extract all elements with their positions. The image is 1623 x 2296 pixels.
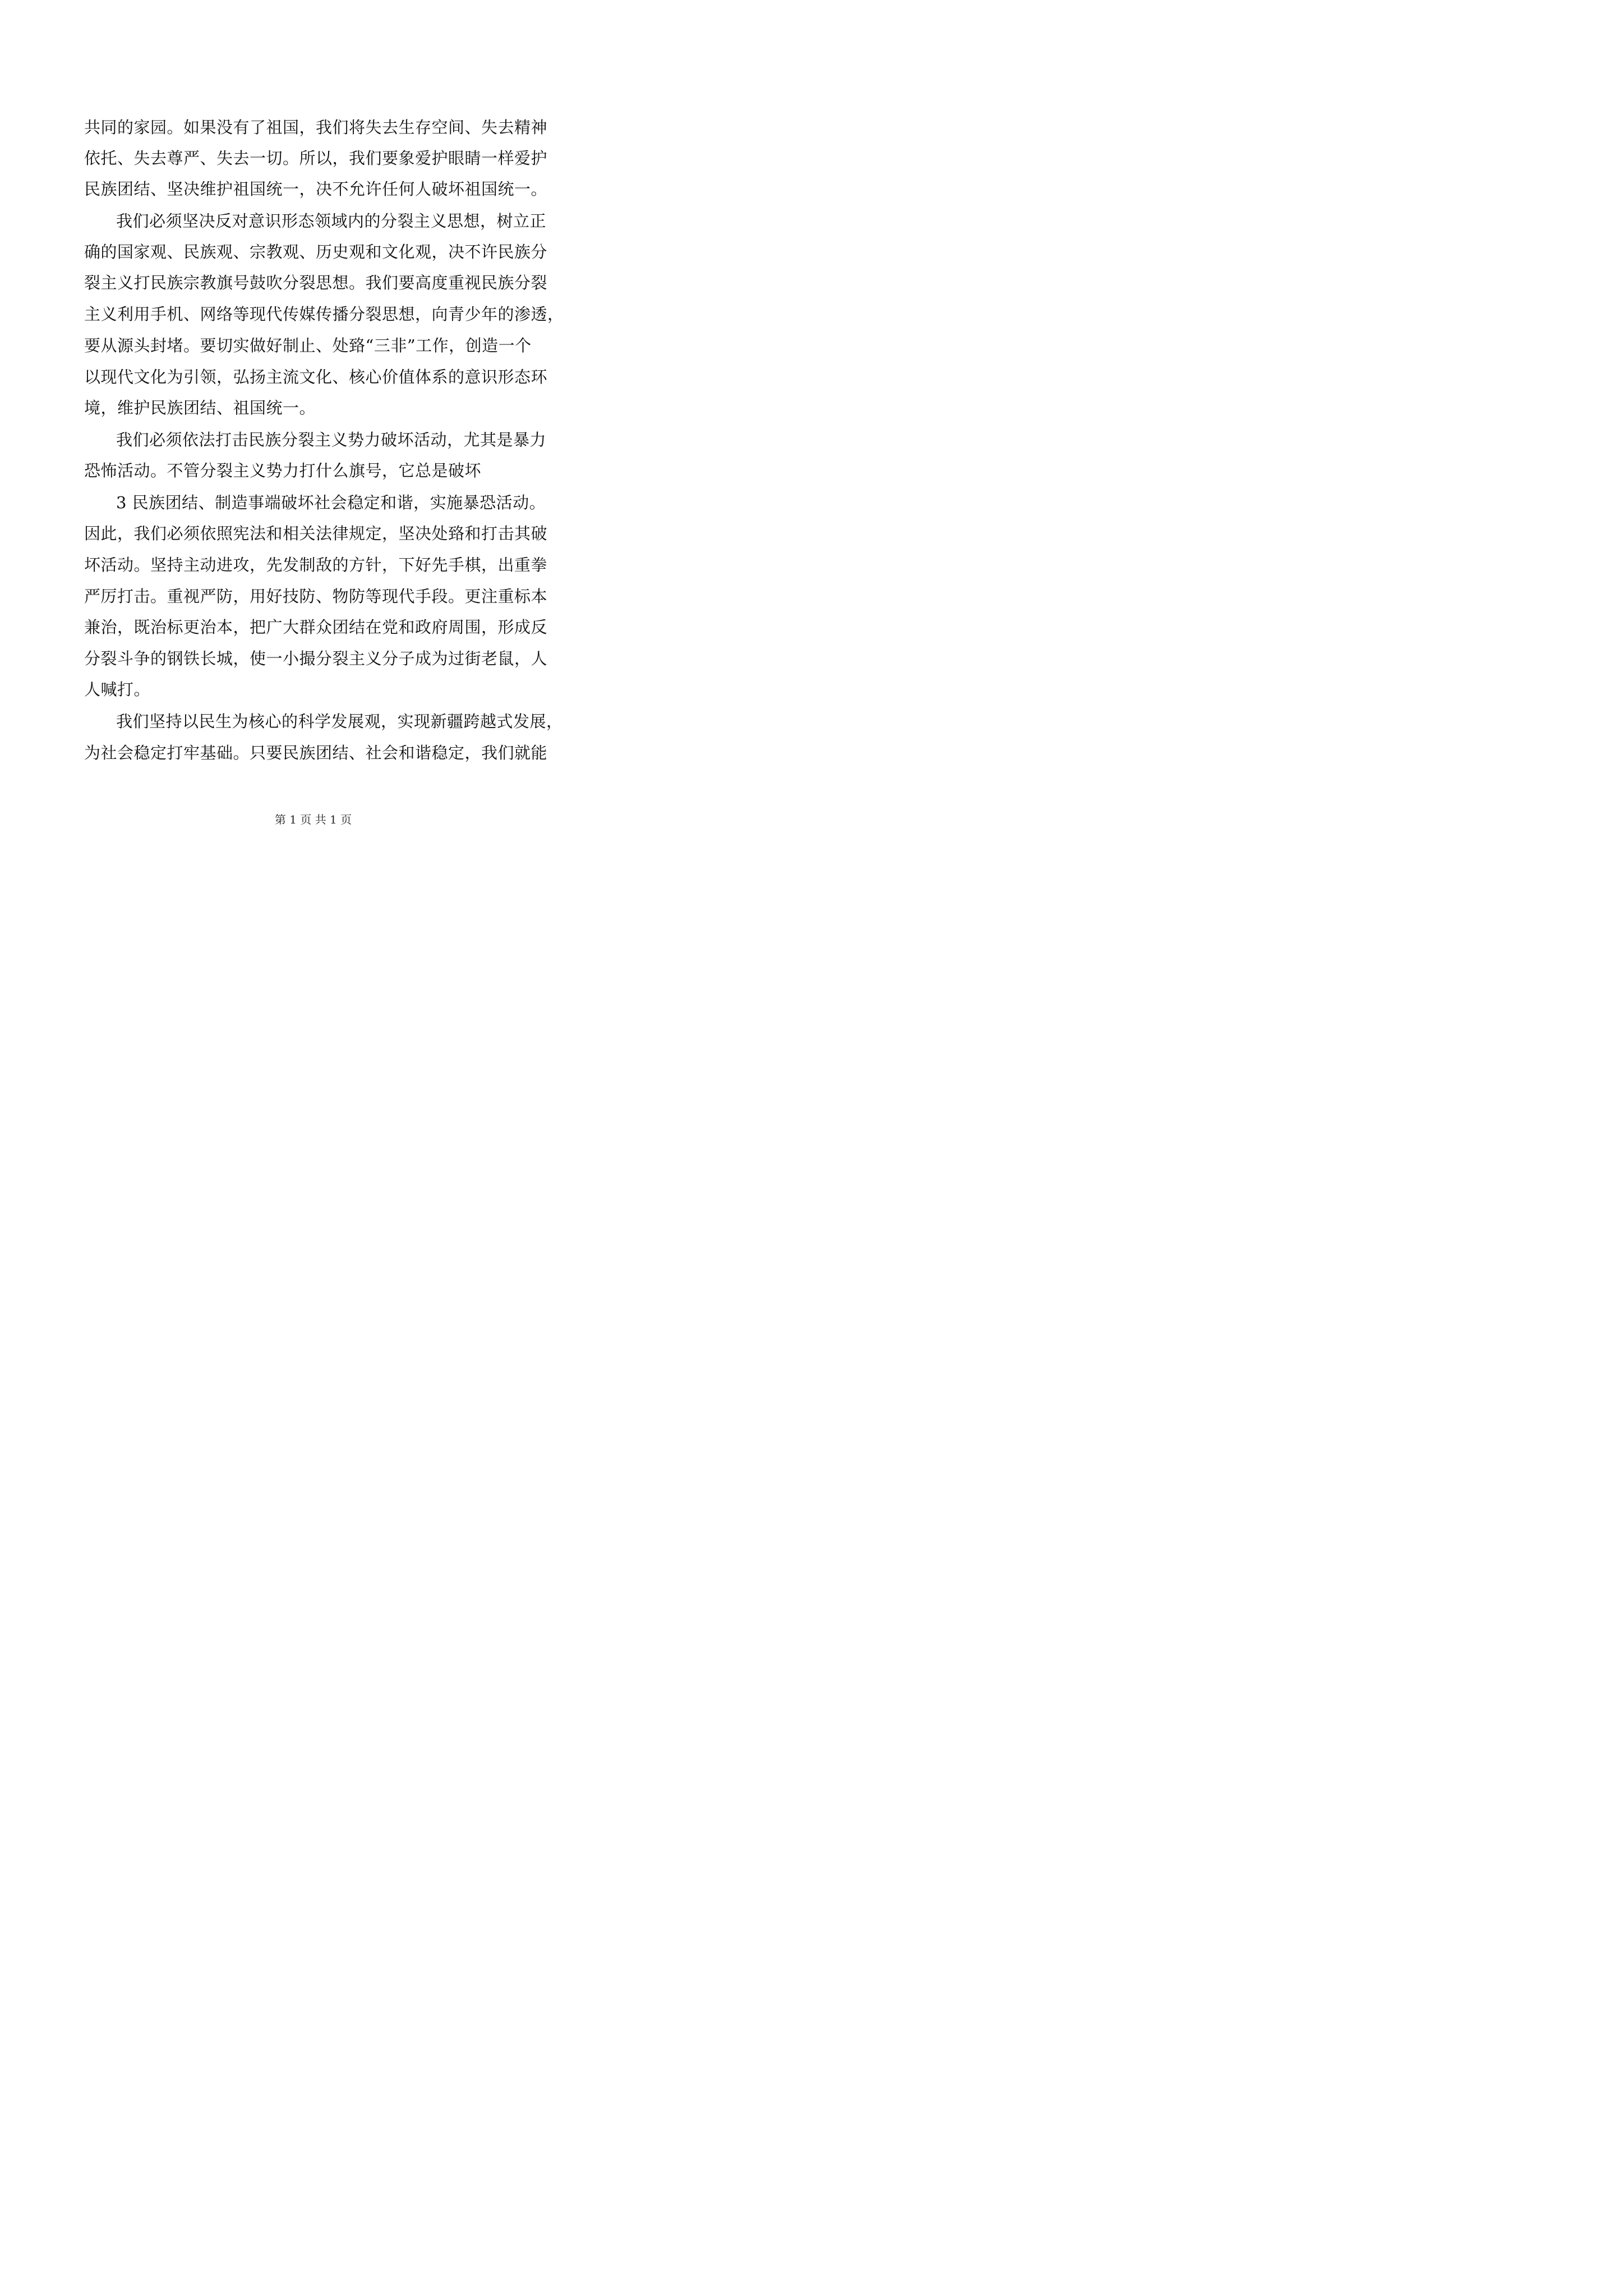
body-line: 确的国家观、民族观、宗教观、历史观和文化观，决不许民族分 [84,242,548,261]
document-page [0,0,626,886]
body-line: 为社会稳定打牢基础。只要民族团结、社会和谐稳定，我们就能 [84,743,548,762]
body-line: 分裂斗争的钢铁长城，使一小撮分裂主义分子成为过街老鼠，人 [84,649,548,668]
paragraph-start-line: 3 民族团结、制造事端破坏社会稳定和谐，实施暴恐活动。 [116,493,546,512]
body-line: 要从源头封堵。要切实做好制止、处臵“三非”工作，创造一个 [84,336,532,355]
paragraph-start-line: 我们坚持以民生为核心的科学发展观，实现新疆跨越式发展， [116,712,563,731]
body-line: 因此，我们必须依照宪法和相关法律规定，坚决处臵和打击其破 [84,524,548,543]
body-line: 人喊打。 [84,680,151,699]
body-line: 严厉打击。重视严防，用好技防、物防等现代手段。更注重标本 [84,587,548,606]
body-line: 裂主义打民族宗教旗号鼓吹分裂思想。我们要高度重视民族分裂 [84,273,548,292]
paragraph-start-line: 我们必须坚决反对意识形态领域内的分裂主义思想，树立正 [116,211,547,231]
paragraph-start-line: 我们必须依法打击民族分裂主义势力破坏活动，尤其是暴力 [116,430,547,449]
body-line: 坏活动。坚持主动进攻，先发制敌的方针，下好先手棋，出重拳 [84,555,548,574]
body-line: 主义利用手机、网络等现代传媒传播分裂思想，向青少年的渗透， [84,305,564,324]
body-line: 共同的家园。如果没有了祖国，我们将失去生存空间、失去精神 [84,118,548,137]
body-line: 兼治，既治标更治本，把广大群众团结在党和政府周围，形成反 [84,618,548,637]
body-line: 依托、失去尊严、失去一切。所以，我们要象爱护眼睛一样爱护 [84,149,548,168]
body-line: 民族团结、坚决维护祖国统一，决不允许任何人破坏祖国统一。 [84,180,548,199]
body-line: 以现代文化为引领，弘扬主流文化、核心价值体系的意识形态环 [84,367,548,386]
body-line: 恐怖活动。不管分裂主义势力打什么旗号，它总是破坏 [84,461,482,480]
body-line: 境，维护民族团结、祖国统一。 [84,398,316,417]
page-footer: 第 1 页 共 1 页 [274,813,352,826]
